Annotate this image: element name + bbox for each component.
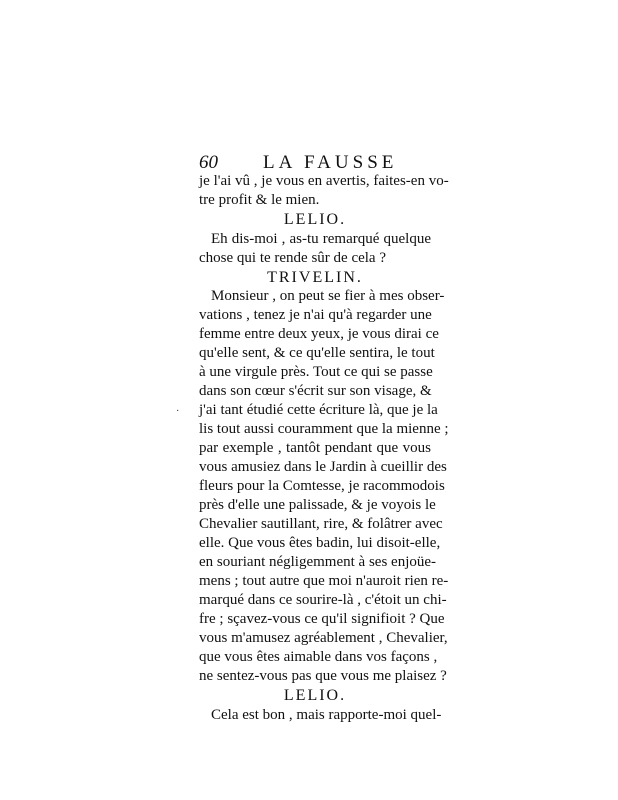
page-header [199, 152, 431, 174]
speaker-name: TRIVELIN. [267, 268, 363, 286]
text-line: fleurs pour la Comtesse, je racommodois [199, 478, 445, 494]
page-number: 60 [199, 152, 218, 173]
text-line: Monsieur , on peut se fier à mes obser- [211, 288, 445, 304]
text-line: en souriant négligemment à ses enjoüe- [199, 554, 437, 570]
text-line: elle. Que vous êtes badin, lui disoit-elle, [199, 535, 441, 551]
text-line: je l'ai vû , je vous en avertis, faites-en vo- [199, 173, 449, 189]
text-line: vous m'amusez agréablement , Chevalier, [199, 630, 448, 646]
speaker-name: LELIO. [283, 687, 347, 704]
text-line: vous amusiez dans le Jardin à cueillir des [199, 459, 447, 475]
text-line: mens ; tout autre que moi n'auroit rien re- [199, 573, 449, 589]
running-title: LA FAUSSE [263, 152, 398, 173]
text-line: marqué dans ce sourire-là , c'étoit un chi- [199, 592, 447, 608]
text-line: j'ai tant étudié cette écriture là, que je la [199, 402, 438, 418]
text-line: Eh dis-moi , as-tu remarqué quelque [211, 230, 431, 247]
text-line: qu'elle sent, & ce qu'elle sentira, le tout [199, 345, 435, 361]
speaker-name: LELIO. [283, 211, 347, 228]
text-line: dans son cœur s'écrit sur son visage, & [199, 383, 432, 399]
text-line: près d'elle une palissade, & je voyois le [199, 497, 436, 513]
text-line: que vous êtes aimable dans vos façons , [199, 649, 438, 665]
text-line: lis tout aussi couramment que la mienne ; [199, 421, 449, 437]
text-line: Chevalier sautillant, rire, & folâtrer avec [199, 516, 443, 532]
text-line: ne sentez-vous pas que vous me plaisez ? [199, 668, 447, 684]
text-line: par exemple , tantôt pendant que vous [199, 440, 431, 456]
play-text [199, 172, 449, 725]
margin-mark: · [176, 406, 180, 417]
text-line: femme entre deux yeux, je vous dirai ce [199, 326, 439, 342]
text-line: à une virgule près. Tout ce qui se passe [199, 364, 433, 380]
text-line: vations , tenez je n'ai qu'à regarder une [199, 307, 432, 323]
text-line: tre profit & le mien. [199, 192, 320, 208]
text-line: Cela est bon , mais rapporte-moi quel- [211, 706, 442, 723]
text-line: chose qui te rende sûr de cela ? [199, 249, 386, 266]
text-line: fre ; sçavez-vous ce qu'il signifioit ? Que [199, 611, 445, 627]
